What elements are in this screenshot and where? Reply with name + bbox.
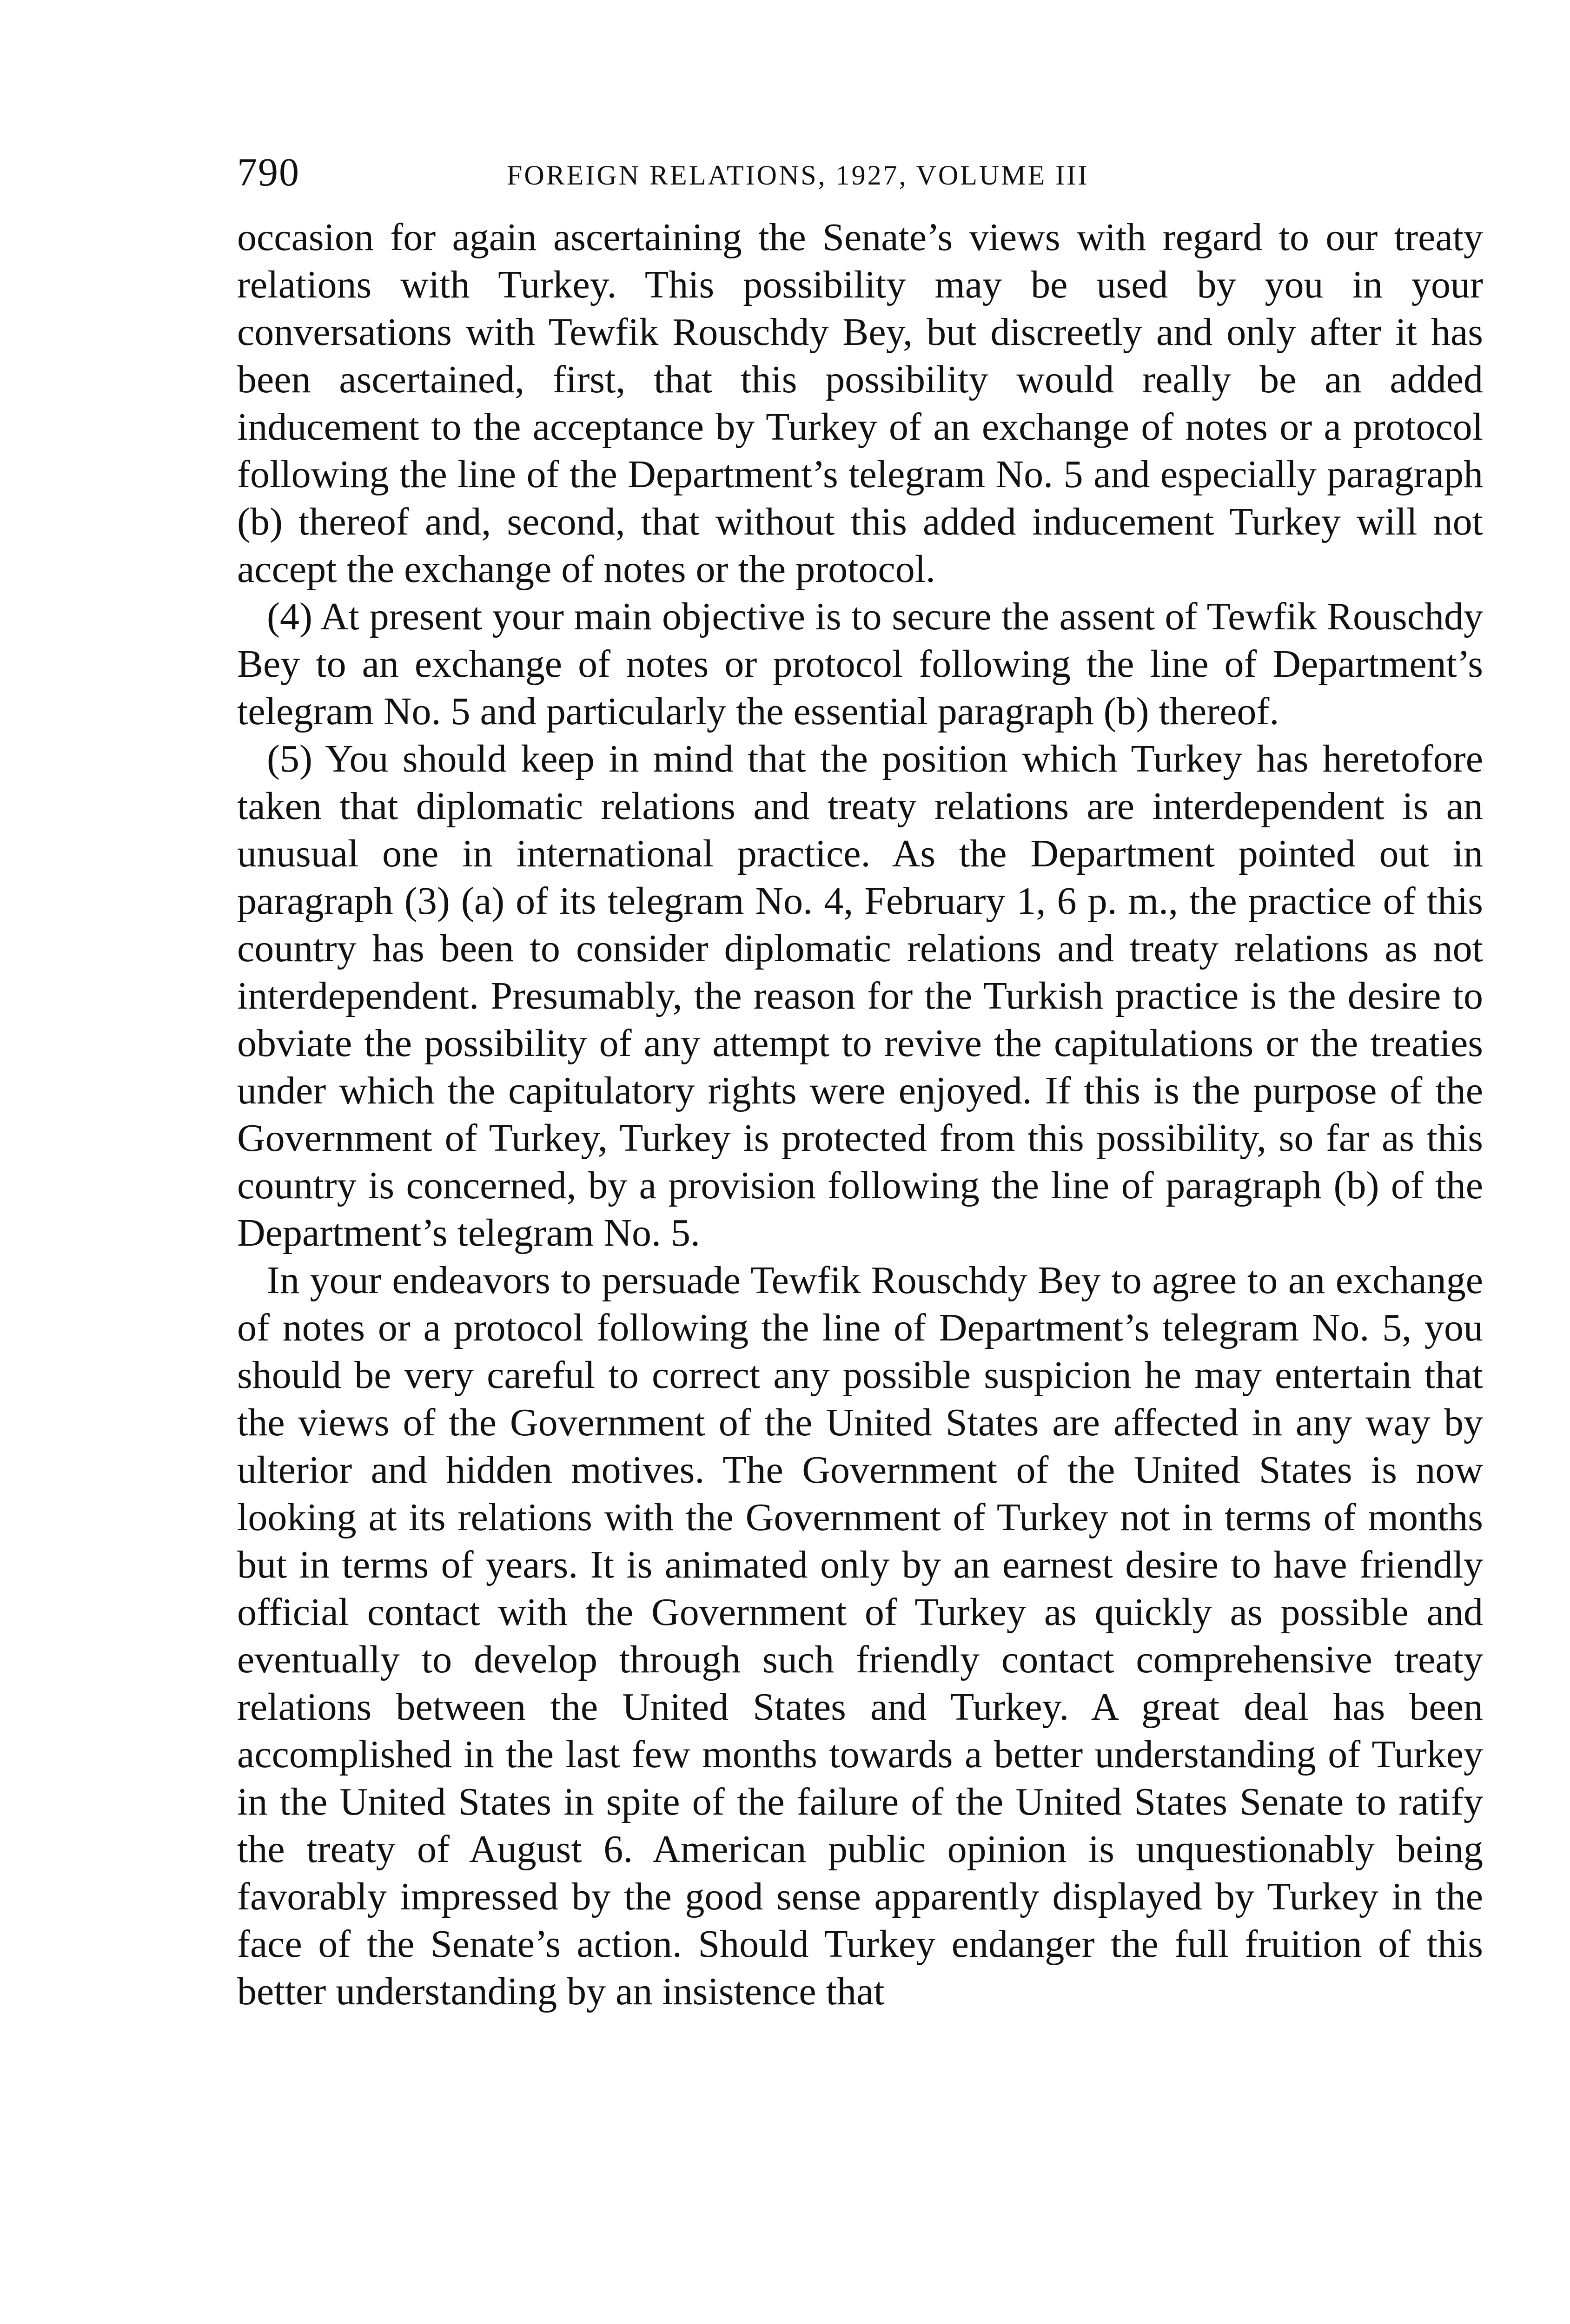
- page-header: [237, 149, 1483, 214]
- paragraph-continuation: occasion for again ascertaining the Senate’s views with regard to our treaty relations with Turkey. This possibility may be used by you in your conversations with Tewfik Rouschdy Bey, but discreetly and only after it has been ascertained, first, that this possibility would really be an added inducement to the acceptance by Turkey of an exchange of notes or a protocol following the line of the Department’s telegram No. 5 and especially paragraph (b) thereof and, second, that without this added inducement Turkey will not accept the exchange of notes or the protocol.: [237, 216, 1483, 591]
- running-head: FOREIGN RELATIONS, 1927, VOLUME III: [507, 160, 1089, 191]
- paragraph-point-5: (5) You should keep in mind that the position which Turkey has heretofore taken that diplomatic relations and treaty relations are interdependent is an unusual one in international practice. As the Department pointed out in paragraph (3) (a) of its telegram No. 4, February 1, 6 p. m., the practice of this country has been to consider diplomatic relations and treaty relations as not interdependent. Presumably, the reason for the Turkish practice is the desire to obviate the possibility of any attempt to revive the capitulations or the treaties under which the capitulatory rights were enjoyed. If this is the purpose of the Government of Turkey, Turkey is protected from this possibility, so far as this country is concerned, by a provision following the line of paragraph (b) of the Department’s telegram No. 5.: [237, 737, 1483, 1254]
- page-number: 790: [237, 150, 300, 194]
- paragraph-endeavors: In your endeavors to persuade Tewfik Rouschdy Bey to agree to an exchange of notes or a protocol following the line of Department’s telegram No. 5, you should be very careful to correct any possible suspicion he may entertain that the views of the Government of the United States are affected in any way by ulterior and hidden motives. The Government of the United States is now looking at its relations with the Government of Turkey not in terms of months but in terms of years. It is animated only by an earnest desire to have friendly official contact with the Government of Turkey as quickly as possible and eventually to develop through such friendly contact comprehensive treaty relations between the United States and Turkey. A great deal has been accomplished in the last few months towards a better understanding of Turkey in the United States in spite of the failure of the United States Senate to ratify the treaty of August 6. American public opinion is unquestionably being favorably impressed by the good sense apparently displayed by Turkey in the face of the Senate’s action. Should Turkey endanger the full fruition of this better understanding by an insistence that: [237, 1259, 1483, 2013]
- body-text: [237, 214, 1483, 2015]
- document-page: [237, 149, 1483, 2324]
- paragraph-point-4: (4) At present your main objective is to secure the assent of Tewfik Rouschdy Bey to an exchange of notes or protocol following the line of Department’s telegram No. 5 and particularly the essential paragraph (b) thereof.: [237, 595, 1483, 733]
